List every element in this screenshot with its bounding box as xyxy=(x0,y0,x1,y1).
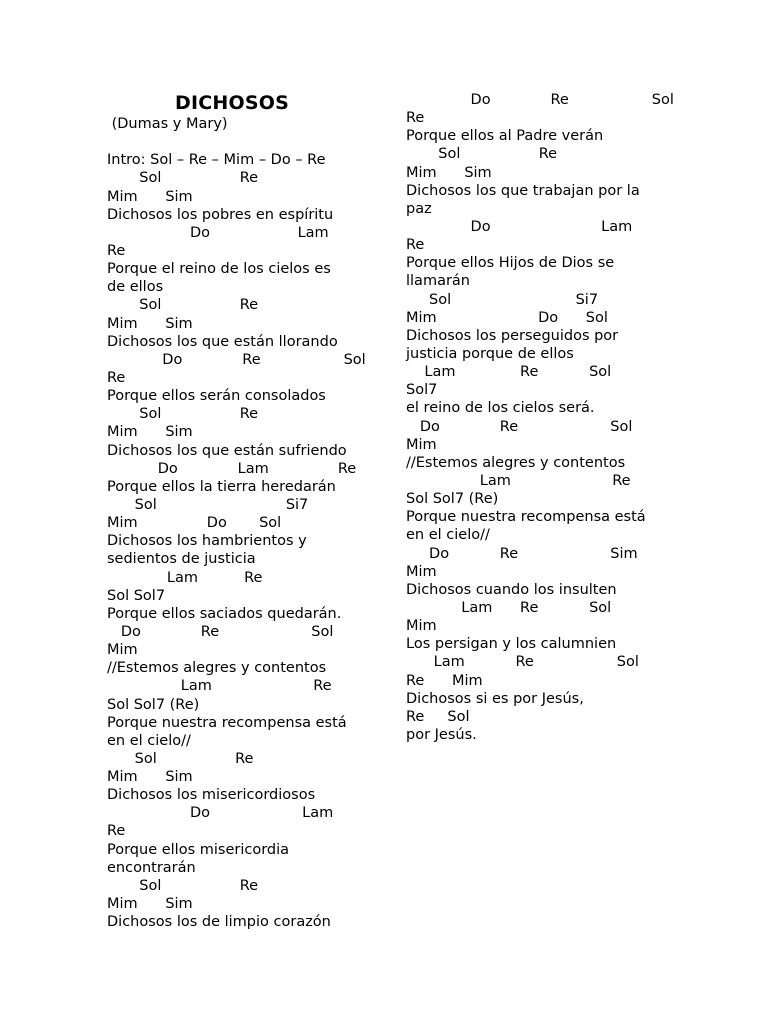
lyric-line: en el cielo// xyxy=(107,732,191,749)
lyric-line: Porque ellos la tierra heredarán xyxy=(107,478,336,495)
lyric-line: Mim Sim xyxy=(107,769,193,786)
lyric-line: Do Re Sim xyxy=(406,545,638,562)
lyric-line: Dichosos los que están llorando xyxy=(107,333,338,350)
lyric-line: Mim xyxy=(107,642,138,659)
lyric-line: //Estemos alegres y contentos xyxy=(406,454,626,471)
lyric-line: Lam Re Sol xyxy=(406,364,612,381)
lyric-line: Lam Re Sol xyxy=(406,599,612,616)
lyric-line: Re xyxy=(107,823,126,840)
lyric-line: Sol Sol7 (Re) xyxy=(107,696,200,713)
lyric-line: Mim Sim xyxy=(107,896,193,913)
lyric-line: Re xyxy=(406,237,425,254)
lyric-line: Porque ellos Hijos de Dios se xyxy=(406,255,615,272)
lyric-line: Dichosos los misericordiosos xyxy=(107,787,316,804)
lyric-line: Do Lam xyxy=(406,218,633,235)
lyric-line: Sol Si7 xyxy=(107,496,309,513)
lyric-line: Mim xyxy=(406,618,437,635)
lyric-line: Mim Do Sol xyxy=(107,515,282,532)
lyric-line: Porque ellos serán consolados xyxy=(107,388,326,405)
lyric-line: (Dumas y Mary) xyxy=(107,116,228,132)
lyric-line: Re Mim xyxy=(406,672,483,689)
lyric-line xyxy=(107,133,366,151)
lyric-line: Dichosos si es por Jesús, xyxy=(406,690,584,707)
lyric-line: Lam Re xyxy=(107,678,332,695)
left-column xyxy=(107,115,366,931)
lyric-line: Porque nuestra recompensa está xyxy=(107,714,347,731)
lyric-line: Do Re Sol xyxy=(406,418,633,435)
lyric-line: Re Sol xyxy=(406,708,470,725)
lyric-line: Porque ellos saciados quedarán. xyxy=(107,605,342,622)
lyric-line: Sol Si7 xyxy=(406,291,599,308)
lyric-line: Sol Sol7 xyxy=(107,587,166,604)
lyric-line: encontrarán xyxy=(107,859,196,876)
lyric-line: Porque el reino de los cielos es xyxy=(107,261,331,278)
lyric-line: Do Lam xyxy=(107,224,329,241)
lyric-line: Dichosos los pobres en espíritu xyxy=(107,206,334,223)
lyric-line: Do Re Sol xyxy=(406,92,674,108)
lyric-line: Dichosos cuando los insulten xyxy=(406,581,617,598)
lyric-line: Sol Re xyxy=(107,877,259,894)
lyric-line: Lam Re Sol xyxy=(406,654,639,671)
lyric-line: Sol Re xyxy=(406,146,558,163)
lyric-line: Mim Sim xyxy=(406,164,492,181)
lyric-line: Sol Re xyxy=(107,406,259,423)
lyric-line: Re xyxy=(107,369,126,386)
lyric-line: Mim Sim xyxy=(107,315,193,332)
lyric-line: Dichosos los perseguidos por xyxy=(406,327,619,344)
lyric-line: Mim xyxy=(406,563,437,580)
lyric-line: sedientos de justicia xyxy=(107,551,256,568)
lyric-line: Do Lam Re xyxy=(107,460,357,477)
lyric-line: Intro: Sol – Re – Mim – Do – Re xyxy=(107,152,326,169)
lyric-line: paz xyxy=(406,200,432,217)
lyric-line: Sol7 xyxy=(406,382,438,399)
lyric-line: Dichosos los hambrientos y xyxy=(107,533,307,550)
lyric-line: Mim xyxy=(406,436,437,453)
lyric-line: Mim Sim xyxy=(107,188,193,205)
right-column xyxy=(406,91,674,744)
lyric-line: Lam Re xyxy=(406,472,631,489)
lyric-line: por Jesús. xyxy=(406,726,477,743)
lyric-line: de ellos xyxy=(107,279,164,296)
lyric-line: Do Re Sol xyxy=(107,351,366,368)
lyric-line: Do Re Sol xyxy=(107,623,334,640)
lyric-line: Porque ellos al Padre verán xyxy=(406,128,604,145)
lyric-line: justicia porque de ellos xyxy=(406,345,574,362)
lyric-line: Sol Re xyxy=(107,297,259,314)
lyric-line: Mim Sim xyxy=(107,424,193,441)
lyric-line: Do Lam xyxy=(107,805,334,822)
lyric-line: Mim Do Sol xyxy=(406,309,608,326)
lyric-line: Sol Re xyxy=(107,750,254,767)
lyric-line: Re xyxy=(107,242,126,259)
lyric-line: Porque nuestra recompensa está xyxy=(406,509,646,526)
lyric-line: Lam Re xyxy=(107,569,263,586)
lyric-line: Dichosos los que están sufriendo xyxy=(107,442,347,459)
lyric-line: llamarán xyxy=(406,273,470,290)
lyric-line: Sol Sol7 (Re) xyxy=(406,491,499,508)
lyric-line: Dichosos los que trabajan por la xyxy=(406,182,640,199)
song-title: DICHOSOS xyxy=(175,92,289,114)
lyric-line: en el cielo// xyxy=(406,527,490,544)
lyric-line: Re xyxy=(406,110,425,127)
lyric-line: Los persigan y los calumnien xyxy=(406,636,617,653)
lyric-line: Porque ellos misericordia xyxy=(107,841,290,858)
lyric-line: Dichosos los de limpio corazón xyxy=(107,914,331,931)
lyric-line: //Estemos alegres y contentos xyxy=(107,660,327,677)
lyric-line: Sol Re xyxy=(107,170,259,187)
lyric-line: el reino de los cielos será. xyxy=(406,400,595,417)
